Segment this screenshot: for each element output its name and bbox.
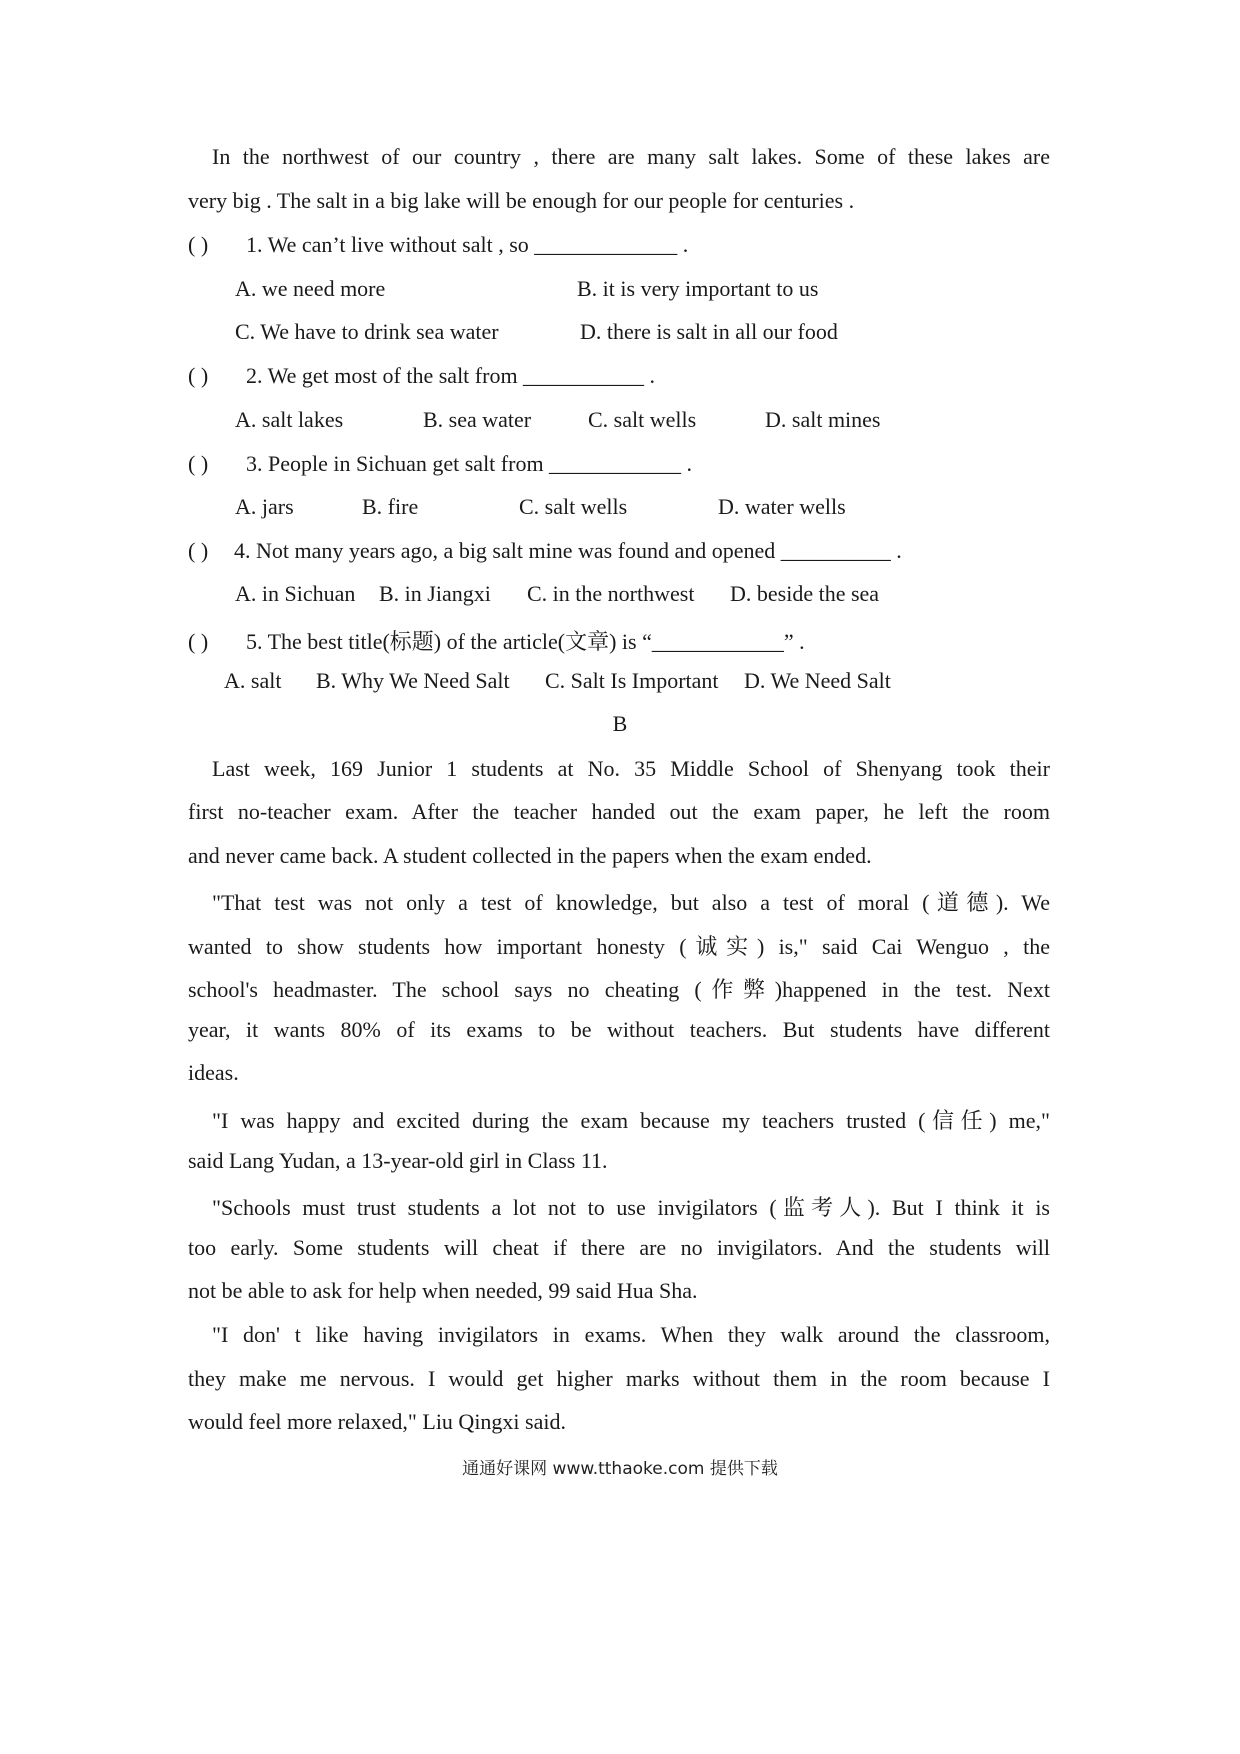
- page-footer: 通通好课网 www.tthaoke.com 提供下载: [462, 1459, 778, 1479]
- question-5: [188, 625, 805, 656]
- question-2: [188, 363, 655, 389]
- section-b-p3-line-1: "I was happy and excited during the exam because my teachers trusted (信任) me,": [212, 1108, 1050, 1133]
- option-b: B. Why We Need Salt: [316, 668, 510, 693]
- section-b-p4-line-1: "Schools must trust students a lot not to use invigilators (监考人). But I think it is: [212, 1195, 1050, 1220]
- option-b: B. in Jiangxi: [379, 581, 491, 606]
- question-stem: 5. The best title(标题) of the article(文章) is “____________” .: [246, 629, 805, 654]
- passage-a-line-1: In the northwest of our country , there are many salt lakes. Some of these lakes are: [212, 144, 1050, 169]
- question-stem: 1. We can’t live without salt , so _____________ .: [246, 232, 689, 257]
- question-1: [188, 232, 688, 258]
- answer-blank: ( ): [188, 232, 209, 257]
- section-b-p5-line-3: would feel more relaxed," Liu Qingxi said.: [188, 1409, 566, 1434]
- section-b-heading: B: [612, 711, 628, 736]
- answer-blank: ( ): [188, 451, 209, 476]
- option-d: D. salt mines: [765, 407, 881, 432]
- section-b-p5-line-2: they make me nervous. I would get higher marks without them in the room because I: [188, 1366, 1050, 1391]
- option-c: C. in the northwest: [527, 581, 695, 606]
- section-b-p1-line-1: Last week, 169 Junior 1 students at No. 35 Middle School of Shenyang took their: [212, 756, 1050, 781]
- section-b-p4-line-3: not be able to ask for help when needed, 99 said Hua Sha.: [188, 1278, 698, 1303]
- answer-blank: ( ): [188, 538, 209, 563]
- option-d: D. beside the sea: [730, 581, 880, 606]
- section-b-p2-line-3: school's headmaster. The school says no cheating (作弊)happened in the test. Next: [188, 977, 1050, 1002]
- section-b-p2-line-2: wanted to show students how important honesty (诚实) is," said Cai Wenguo , the: [188, 934, 1050, 959]
- option-d: D. water wells: [718, 494, 846, 519]
- section-b-p1-line-3: and never came back. A student collected in the papers when the exam ended.: [188, 843, 872, 868]
- option-b: B. fire: [362, 494, 419, 519]
- option-c: C. salt wells: [588, 407, 697, 432]
- option-a: A. salt lakes: [235, 407, 344, 432]
- answer-blank: ( ): [188, 363, 209, 388]
- section-b-p3-line-2: said Lang Yudan, a 13-year-old girl in Class 11.: [188, 1148, 608, 1173]
- answer-blank: ( ): [188, 629, 209, 654]
- option-c: C. We have to drink sea water: [235, 319, 499, 344]
- option-c: C. Salt Is Important: [545, 668, 719, 693]
- option-a: A. jars: [235, 494, 294, 519]
- option-b: B. sea water: [423, 407, 532, 432]
- passage-a-line-2: very big . The salt in a big lake will be enough for our people for centuries .: [188, 188, 855, 213]
- question-stem: 2. We get most of the salt from ___________ .: [246, 363, 656, 388]
- option-a: A. in Sichuan: [235, 581, 356, 606]
- section-b-p4-line-2: too early. Some students will cheat if there are no invigilators. And the students will: [188, 1235, 1050, 1260]
- section-b-p1-line-2: first no-teacher exam. After the teacher handed out the exam paper, he left the room: [188, 799, 1050, 824]
- option-d: D. We Need Salt: [744, 668, 891, 693]
- question-4: [188, 538, 902, 564]
- question-stem: 3. People in Sichuan get salt from ____________ .: [246, 451, 693, 476]
- option-a: A. salt: [224, 668, 282, 693]
- option-c: C. salt wells: [519, 494, 628, 519]
- section-b-p2-line-1: "That test was not only a test of knowledge, but also a test of moral (道德). We: [212, 890, 1050, 915]
- section-b-p5-line-1: "I don' t like having invigilators in exams. When they walk around the classroom,: [212, 1322, 1050, 1347]
- option-d: D. there is salt in all our food: [580, 319, 838, 344]
- question-3: [188, 451, 692, 477]
- option-a: A. we need more: [235, 276, 386, 301]
- section-b-p2-line-5: ideas.: [188, 1060, 239, 1085]
- option-b: B. it is very important to us: [577, 276, 819, 301]
- section-b-p2-line-4: year, it wants 80% of its exams to be without teachers. But students have different: [188, 1017, 1050, 1042]
- question-stem: 4. Not many years ago, a big salt mine was found and opened __________ .: [234, 538, 902, 563]
